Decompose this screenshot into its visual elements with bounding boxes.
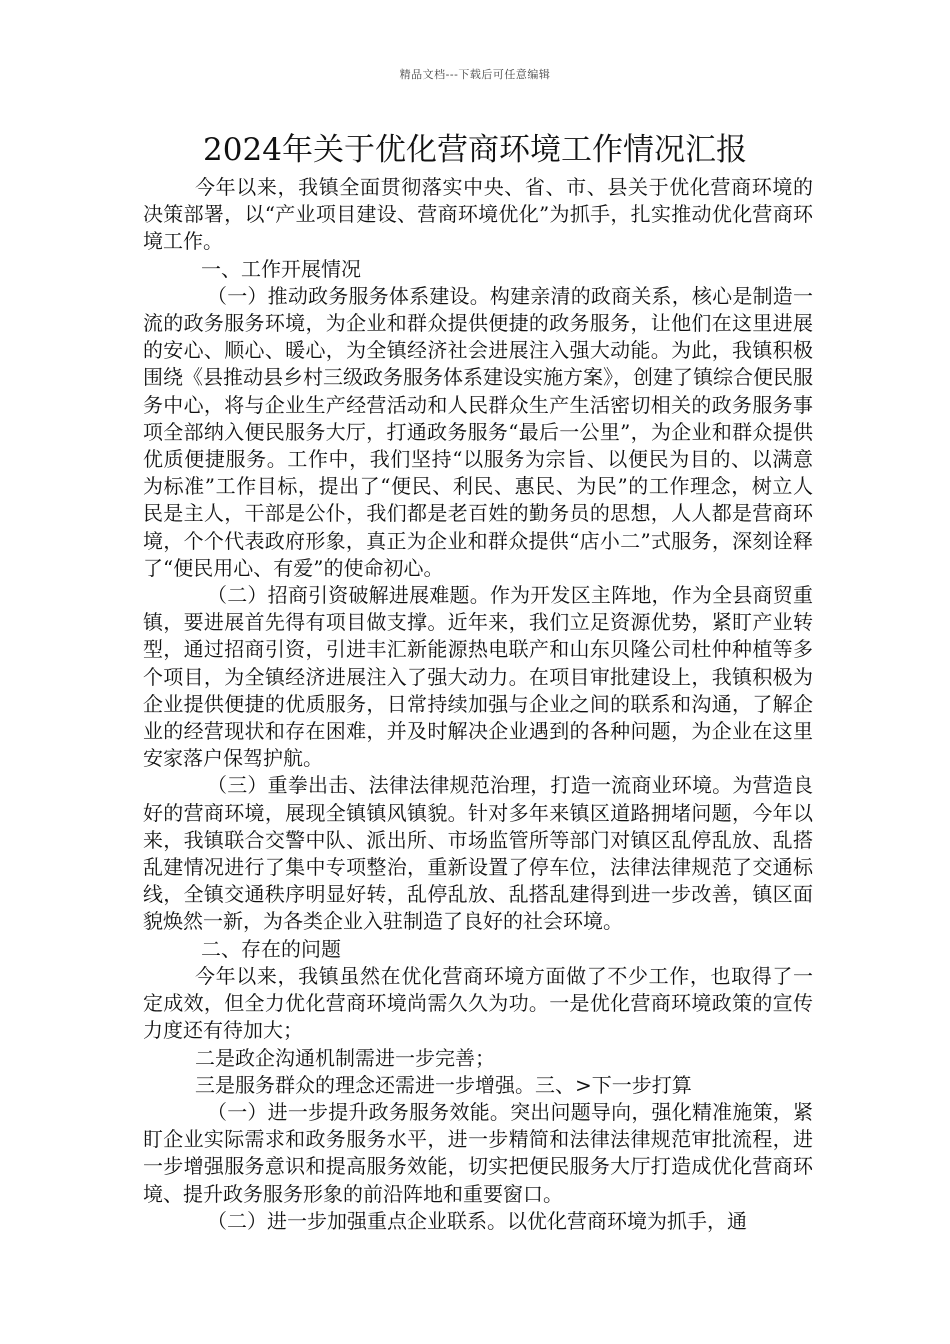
- paragraph-2-3: 三是服务群众的理念还需进一步增强。三、>下一步打算: [195, 1072, 692, 1097]
- paragraph-2-2: 二是政企沟通机制需进一步完善；: [195, 1045, 495, 1070]
- paragraph-3-1: （一）进一步提升政务服务效能。突出问题导向，强化精准施策，紧盯企业实际需求和政务服务水平，进一步精简和法律法律规范审批流程，进一步增强服务意识和提高服务效能，切实把便民服务大厅打造成优化营商环境、提升政务服务形象的前沿阵地和重要窗口。: [143, 1099, 813, 1206]
- header-note: 精品文档---下载后可任意编辑: [399, 68, 551, 81]
- paragraph-intro: 今年以来，我镇全面贯彻落实中央、省、市、县关于优化营商环境的决策部署，以“产业项目建设、营商环境优化”为抓手，扎实推动优化营商环境工作。: [143, 175, 813, 254]
- paragraph-1-1: （一）推动政务服务体系建设。构建亲清的政商关系，核心是制造一流的政务服务环境，为企业和群众提供便捷的政务服务，让他们在这里进展的安心、顺心、暖心，为全镇经济社会进展注入强大动能。为此，我镇积极围绕《县推动县乡村三级政务服务体系建设实施方案》，创建了镇综合便民服务中心，将与企业生产经营活动和人民群众生产生活密切相关的政务服务事项全部纳入便民服务大厅，打通政务服务“最后一公里”，为企业和群众提供优质便捷服务。工作中，我们坚持“以服务为宗旨、以便民为目的、以满意为标准”工作目标，提出了“便民、利民、惠民、为民”的工作理念，树立人民是主人，干部是公仆，我们都是老百姓的勤务员的思想，人人都是营商环境，个个代表政府形象，真正为企业和群众提供“店小二”式服务，深刻诠释了“便民用心、有爱”的使命初心。: [143, 283, 813, 580]
- paragraph-1-2: （二）招商引资破解进展难题。作为开发区主阵地，作为全县商贸重镇，要进展首先得有项目做支撑。近年来，我们立足资源优势，紧盯产业转型，通过招商引资，引进丰汇新能源热电联产和山东贝隆公司杜仲种植等多个项目，为全镇经济进展注入了强大动力。在项目审批建设上，我镇积极为企业提供便捷的优质服务，日常持续加强与企业之间的联系和沟通，了解企业的经营现状和存在困难，并及时解决企业遇到的各种问题，为企业在这里安家落户保驾护航。: [143, 583, 813, 771]
- paragraph-3-2: （二）进一步加强重点企业联系。以优化营商环境为抓手，通: [207, 1208, 747, 1233]
- paragraph-1-3: （三）重拳出击、法律法律规范治理，打造一流商业环境。为营造良好的营商环境，展现全镇镇风镇貌。针对多年来镇区道路拥堵问题，今年以来，我镇联合交警中队、派出所、市场监管所等部门对镇区乱停乱放、乱搭乱建情况进行了集中专项整治，重新设置了停车位，法律法律规范了交通标线，全镇交通秩序明显好转，乱停乱放、乱搭乱建得到进一步改善，镇区面貌焕然一新，为各类企业入驻制造了良好的社会环境。: [143, 773, 813, 934]
- document-body: [143, 174, 813, 1235]
- document-title: 2024年关于优化营商环境工作情况汇报: [203, 132, 747, 168]
- section-heading-1: 一、工作开展情况: [201, 256, 361, 281]
- section-heading-2: 二、存在的问题: [201, 936, 341, 961]
- paragraph-2-1: 今年以来，我镇虽然在优化营商环境方面做了不少工作，也取得了一定成效，但全力优化营商环境尚需久久为功。一是优化营商环境政策的宣传力度还有待加大；: [143, 963, 813, 1043]
